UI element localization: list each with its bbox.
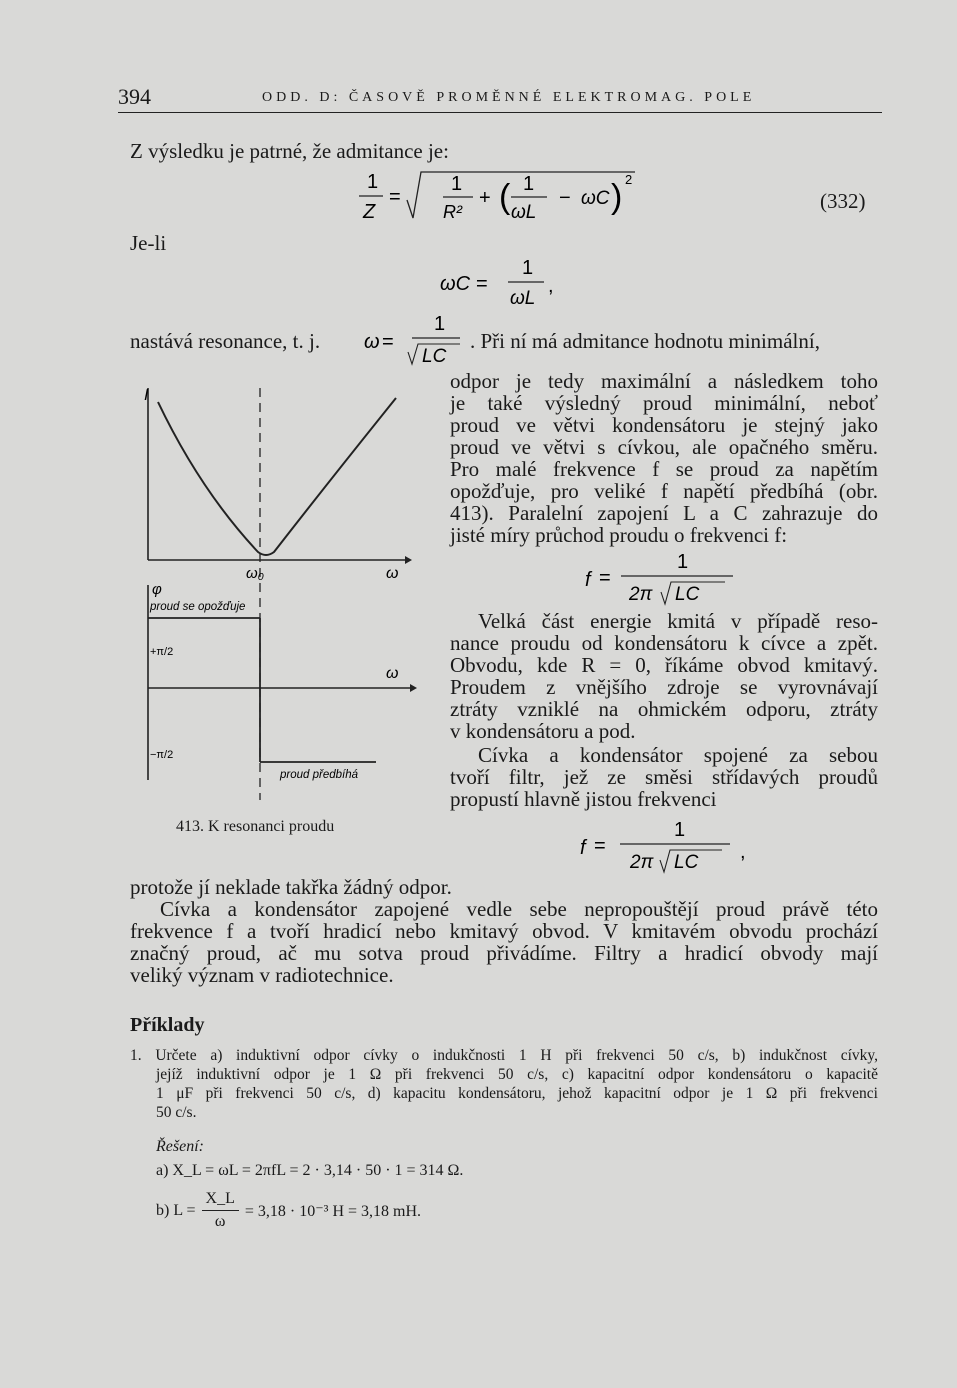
text-line: veliký význam v radiotechnice. [130,963,394,987]
label-lead: proud předbíhá [280,769,359,781]
svg-text:ωC: ωC [581,188,610,209]
text-line: tvoří filtr, jež ze směsi střídavých proudů [450,765,878,789]
resonance-pre: nastává resonance, t. j. [130,329,321,353]
equation-332 [355,168,655,228]
svg-text:,: , [740,841,746,863]
omega-formula [360,312,480,373]
text-line: propustí hlavně jistou frekvenci [450,787,717,811]
running-head: ODD. D: ČASOVĚ PROMĚNNÉ ELEKTROMAG. POLE [262,90,756,105]
text-line: značný proud, ač mu sotva proud přivádíme. Filtry a hradicí obvody mají [130,941,878,965]
figure-caption: 413. K resonanci proudu [176,818,335,835]
solution-b-den: ω [214,1213,226,1230]
text-line: Obvodu, kde R = 0, říkáme obvod kmitavý. [450,653,878,677]
resonance-figure-svg [140,380,430,810]
after-filter-line: protože jí neklade takřka žádný odpor. [130,875,452,899]
svg-text:1: 1 [677,551,689,573]
text-line: 50 c/s. [156,1104,197,1121]
solution-b-fraction [202,1188,239,1233]
label-omega-top: ω [386,565,399,582]
solution-b-num: X_L [202,1188,239,1211]
svg-text:=: = [476,273,488,295]
text-line: 413). Paralelní zapojení L a C zahrazuje do [450,501,878,525]
text-line: 1 μF při frekvenci 50 c/s, d) kapacitu kondensátoru, jehož kapacitní odpor je 1 Ω při frekvenci [156,1085,878,1102]
right-column-paragraph [450,370,878,546]
equation-332-svg [355,168,655,228]
current-curve [158,398,396,555]
resonance-post: . Při ní má admitance hodnotu minimální, [470,329,820,353]
solution-label: Řešení: [156,1138,204,1155]
filter-paragraph [450,744,878,810]
text-line: Velká část energie kmitá v případě reso- [478,609,878,633]
text-line: jejíž induktivní odpor je 1 Ω při frekvenci 50 c/s, c) kapacitní odpor kondensátoru o kapacitě [156,1066,878,1083]
text-line: jisté míry průchod proudu o frekvenci f: [450,523,788,547]
label-omega-bottom: ω [386,665,399,682]
energy-paragraph [450,610,878,742]
svg-text:): ) [611,178,623,216]
svg-text:1: 1 [451,173,463,195]
svg-text:LC: LC [674,852,699,873]
svg-text:−: − [559,187,571,209]
intro-line: Z výsledku je patrné, že admitance je: [130,139,449,163]
example-1 [130,1046,878,1122]
svg-text:,: , [548,275,554,297]
svg-text:(: ( [499,178,511,216]
svg-text:ω: ω [364,331,380,353]
svg-text:f: f [585,569,591,591]
je-li: Je-li [130,231,167,255]
label-phi: φ [152,581,162,598]
svg-text:ωL: ωL [510,288,536,309]
svg-text:ωL: ωL [511,202,537,223]
svg-text:2π: 2π [629,584,653,605]
text-line: ztráty vzniklé na ohmickém odporu, ztráty [450,697,878,721]
solution-b [156,1188,421,1233]
text-line: proud ve větvi kondensátoru je stejný jako [450,413,878,437]
text-line: Cívka a kondensátor zapojené vedle sebe nepropouštějí proud právě této [160,897,878,921]
svg-text:LC: LC [422,346,447,367]
svg-text:1: 1 [434,313,446,335]
label-minus-pi2: −π/2 [150,749,174,761]
text-line: je také výsledný proud minimální, neboť [450,391,878,415]
text-line: nance proudu od kondensátoru k cívce a zpět. [450,631,878,655]
svg-text:=: = [594,835,606,857]
svg-text:=: = [382,331,394,353]
svg-text:2π: 2π [630,852,654,873]
frequency-formula-2 [580,818,760,883]
svg-text:LC: LC [675,584,700,605]
text-line: Cívka a kondensátor spojené za sebou [478,743,878,767]
solution-b-suffix: = 3,18 · 10⁻³ H = 3,18 mH. [244,1202,422,1220]
text-line: opožďuje, pro veliké f napětí předbíhá (obr. [450,479,878,503]
resonance-condition [440,256,580,317]
svg-text:f: f [580,837,586,859]
text-line: proud ve větvi s cívkou, ale opačného směru. [450,435,878,459]
svg-text:Z: Z [363,201,376,223]
svg-text:1: 1 [674,819,686,841]
figure-413 [140,380,430,810]
text-line: frekvence f a tvoří hradicí nebo kmitavý obvod. V kmitavém obvodu prochází [130,919,878,943]
page-number: 394 [118,84,151,109]
svg-text:=: = [389,186,401,208]
svg-text:1: 1 [522,257,534,279]
text-line: v kondensátoru a pod. [450,719,636,743]
paragraph-2 [130,898,878,986]
svg-text:2: 2 [625,172,633,187]
solution-b-prefix: b) L = [156,1201,196,1219]
label-I: I [144,387,149,404]
svg-text:R²: R² [443,202,462,222]
text-line: 1. Určete a) induktivní odpor cívky o indukčnosti 1 H při frekvenci 50 c/s, b) indukčnost cívky, [130,1047,878,1064]
svg-text:=: = [599,567,611,589]
text-line: odpor je tedy maximální a následkem toho [450,369,878,393]
running-header [118,84,882,113]
equation-number-332: (332) [820,189,866,213]
text-line: Proudem z vnějšího zdroje se vyrovnávají [450,675,878,699]
label-plus-pi2: +π/2 [150,646,174,658]
svg-text:ωC: ωC [440,273,471,295]
text-line: Pro malé frekvence f se proud za napětím [450,457,878,481]
svg-text:1: 1 [523,173,535,195]
svg-text:+: + [479,187,491,209]
frequency-formula-1 [585,550,755,615]
label-omega0: ω₀ [246,565,265,582]
svg-text:1: 1 [367,171,379,193]
examples-heading: Příklady [130,1014,205,1036]
solution-a: a) X_L = ωL = 2πfL = 2 · 3,14 · 50 · 1 = 314 Ω. [156,1162,464,1179]
label-lag: proud se opožďuje [150,601,246,613]
